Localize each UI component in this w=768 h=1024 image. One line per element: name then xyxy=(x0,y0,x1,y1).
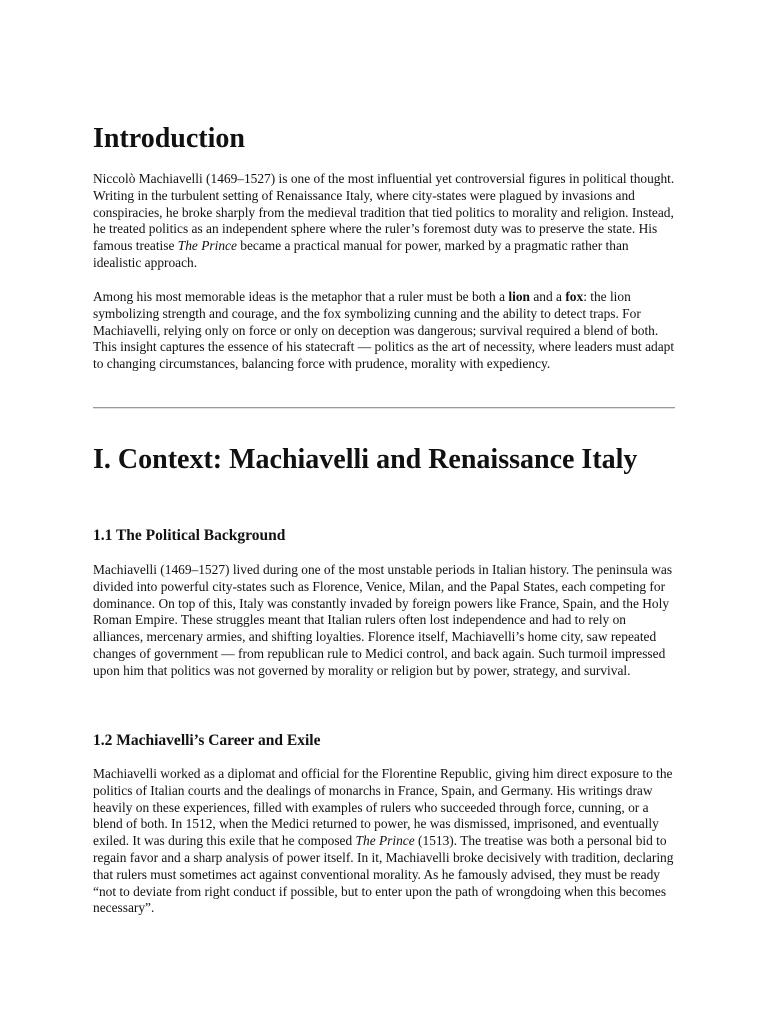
the-prince-title-2: The Prince xyxy=(355,833,415,849)
intro-paragraph-2 xyxy=(93,289,677,373)
introduction-heading: Introduction xyxy=(93,123,245,154)
intro-p1-text-end: became a practical manual for power, marked by a pragmatic rather than idealistic approach. xyxy=(93,238,629,270)
horizontal-divider xyxy=(93,407,675,409)
career-text-end: (1513). The treatise was both a personal bid to regain favor and a sharp analysis of power itself. In it, Machiavelli broke decisively with tradition, declaring that rulers must sometimes act against conventional morality. As he famously advised, they must be ready “not to deviate from right conduct if possible, but to enter upon the path of wrongdoing when this becomes necessary”. xyxy=(93,833,674,916)
career-text: Machiavelli worked as a diplomat and official for the Florentine Republic, giving him direct exposure to the politics of Italian courts and the dealings of monarchs in France, Spain, and Germany. His writings draw heavily on these experiences, filled with examples of rulers who succeeded through force, cunning, or a blend of both. In 1512, when the Medici returned to power, he was dismissed, imprisoned, and eventually exiled. It was during this exile that he composed xyxy=(93,766,673,849)
intro-p1-text: Niccolò Machiavelli (1469–1527) is one of the most influential yet controversial figures in political thought. Writing in the turbulent setting of Renaissance Italy, where city-states were plagued by invasions and conspiracies, he broke sharply from the medieval tradition that tied politics to morality and religion. Instead, he treated politics as an independent sphere where the ruler’s foremost duty was to preserve the state. His famous treatise xyxy=(93,171,675,254)
fox-term: fox xyxy=(565,289,584,304)
lion-term: lion xyxy=(508,289,530,304)
intro-p2-text-end: : the lion symbolizing strength and courage, and the fox symbolizing cunning and the ability to detect traps. For Machiavelli, relying only on force or only on deception was dangerous; survival required a blend of both. This insight captures the essence of his statecraft — politics as the art of necessity, where leaders must adapt to changing circumstances, balancing force with prudence, morality with expediency. xyxy=(93,289,675,372)
intro-paragraph-1 xyxy=(93,171,677,272)
intro-p2-text: Among his most memorable ideas is the metaphor that a ruler must be both a xyxy=(93,289,509,304)
the-prince-title: The Prince xyxy=(177,238,237,254)
section-1-heading: I. Context: Machiavelli and Renaissance Italy xyxy=(93,444,638,475)
subsection-1-1-heading: 1.1 The Political Background xyxy=(93,527,286,544)
subsection-1-2-heading: 1.2 Machiavelli’s Career and Exile xyxy=(93,732,321,749)
career-exile-paragraph xyxy=(93,766,677,917)
intro-p2-and: and a xyxy=(530,289,566,304)
political-background-paragraph: Machiavelli (1469–1527) lived during one of the most unstable periods in Italian history. The peninsula was divided into powerful city-states such as Florence, Venice, Milan, and the Papal States, each competing for dominance. On top of this, Italy was constantly invaded by foreign powers like France, Spain, and the Holy Roman Empire. These struggles meant that Italian rulers often lost independence and had to rely on alliances, mercenary armies, and shifting loyalties. Florence itself, Machiavelli’s home city, saw repeated changes of government — from republican rule to Medici control, and back again. Such turmoil impressed upon him that politics was not governed by morality or religion but by power, strategy, and survival. xyxy=(93,562,673,678)
